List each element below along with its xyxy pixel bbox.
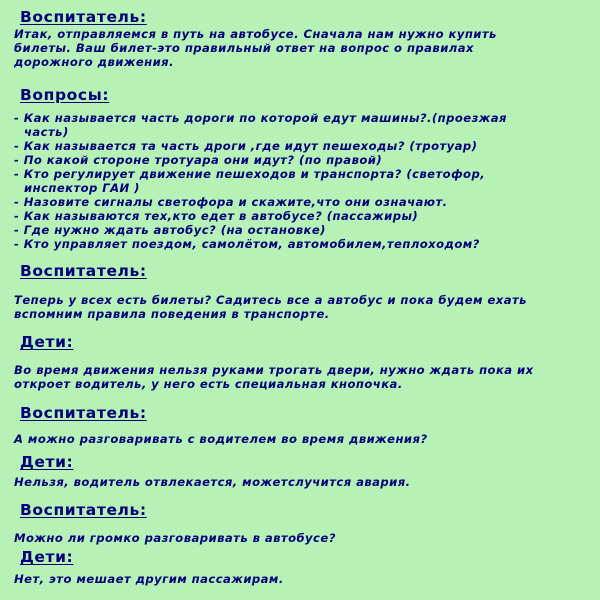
paragraph-line: откроет водитель, у него есть специальная кнопочка. [14,377,403,391]
paragraph-line: А можно разговаривать с водителем во время движения? [14,432,428,446]
question-line: - По какой стороне тротуара они идут? (по правой) [14,153,383,167]
question-line: - Кто управляет поездом, самолётом, автомобилем,теплоходом? [14,237,480,251]
heading-children-3: Дети: [20,548,74,566]
question-line: инспектор ГАИ ) [24,181,140,195]
heading-teacher-1: Воспитатель: [20,8,147,26]
heading-teacher-2: Воспитатель: [20,262,147,280]
heading-children-2: Дети: [20,453,74,471]
question-line: - Где нужно ждать автобус? (на остановке) [14,223,326,237]
paragraph-line: Теперь у всех есть билеты? Садитесь все а автобус и пока будем ехать [14,293,527,307]
paragraph-line: Можно ли громко разговаривать в автобусе? [14,531,336,545]
intro-line-3: дорожного движения. [14,55,174,69]
question-line: - Как называется та часть дроги ,где идут пешеходы? (тротуар) [14,139,478,153]
question-line: часть) [24,125,69,139]
paragraph-line: Нельзя, водитель отвлекается, можетслучится авария. [14,475,411,489]
paragraph-line: Нет, это мешает другим пассажирам. [14,572,284,586]
question-line: - Как называются тех,кто едет в автобусе? (пассажиры) [14,209,419,223]
paragraph-line: Во время движения нельзя руками трогать двери, нужно ждать пока их [14,363,534,377]
question-line: - Как называется часть дороги по которой едут машины?.(проезжая [14,111,507,125]
heading-teacher-3: Воспитатель: [20,404,147,422]
question-line: - Назовите сигналы светофора и скажите,что они означают. [14,195,448,209]
question-line: - Кто регулирует движение пешеходов и транспорта? (светофор, [14,167,486,181]
intro-line-1: Итак, отправляемся в путь на автобусе. Сначала нам нужно купить [14,27,497,41]
heading-children-1: Дети: [20,333,74,351]
intro-line-2: билеты. Ваш билет-это правильный ответ на вопрос о правилах [14,41,474,55]
paragraph-line: вспомним правила поведения в транспорте. [14,307,330,321]
heading-questions: Вопросы: [20,86,110,104]
heading-teacher-4: Воспитатель: [20,501,147,519]
